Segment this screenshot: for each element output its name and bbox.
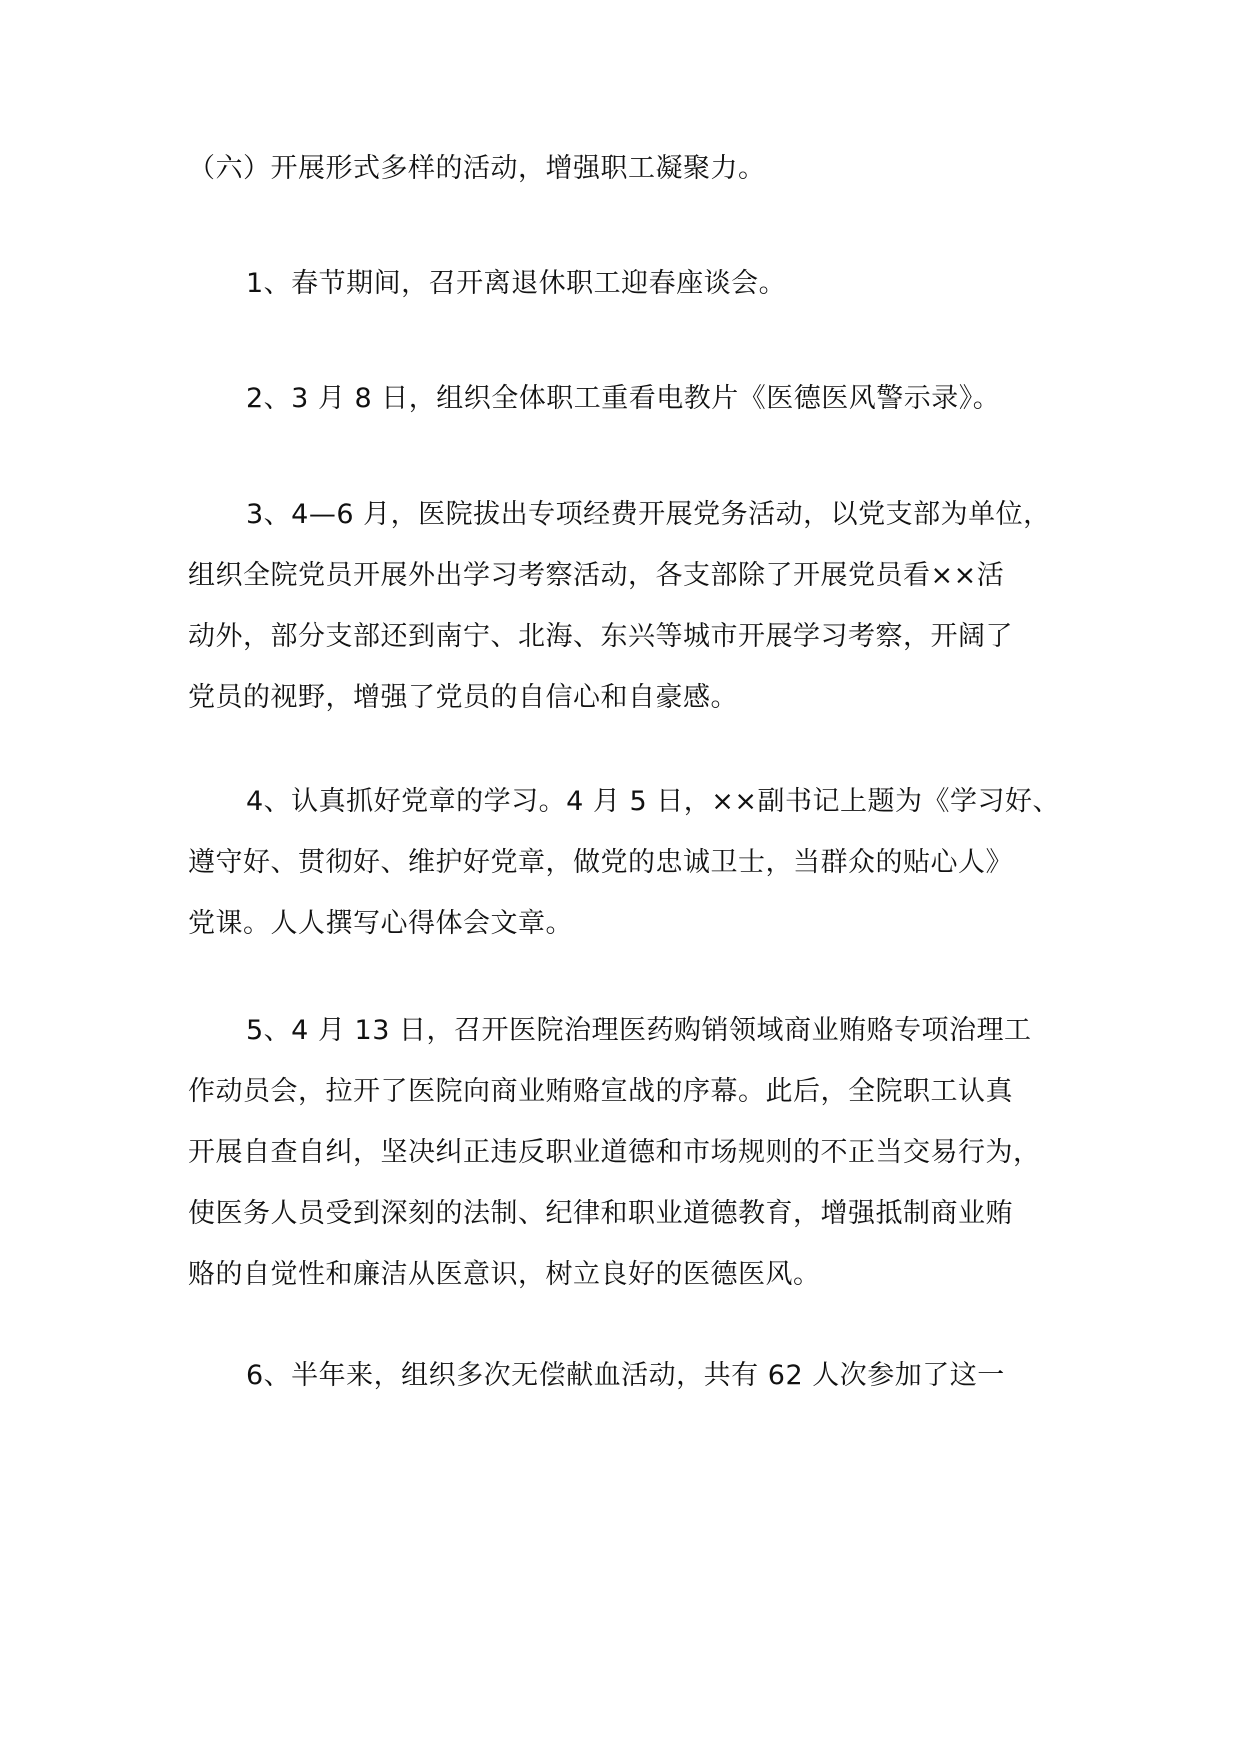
paragraph-line: 党课。人人撰写心得体会文章。 <box>188 908 573 939</box>
paragraph-line: 使医务人员受到深刻的法制、纪律和职业道德教育，增强抵制商业贿 <box>188 1198 1013 1229</box>
paragraph-line: 党员的视野，增强了党员的自信心和自豪感。 <box>188 682 738 713</box>
paragraph-line: 1、春节期间，召开离退休职工迎春座谈会。 <box>246 268 787 299</box>
paragraph-1 <box>188 253 1068 314</box>
paragraph-2 <box>188 368 1068 429</box>
paragraph-body <box>188 1000 1068 1305</box>
paragraph-body <box>188 771 1068 954</box>
paragraph-line: 6、半年来，组织多次无偿献血活动，共有 62 人次参加了这一 <box>246 1360 1005 1391</box>
paragraph-line: 5、4 月 13 日，召开医院治理医药购销领域商业贿赂专项治理工 <box>246 1015 1032 1046</box>
paragraph-line: 2、3 月 8 日，组织全体职工重看电教片《医德医风警示录》。 <box>246 383 1001 414</box>
paragraph-line: 3、4—6 月，医院拔出专项经费开展党务活动，以党支部为单位， <box>246 499 1051 530</box>
section-heading <box>188 138 1068 199</box>
paragraph-3 <box>188 484 1068 728</box>
paragraph-line: 遵守好、贯彻好、维护好党章，做党的忠诚卫士，当群众的贴心人》 <box>188 847 1013 878</box>
paragraph-line: 作动员会，拉开了医院向商业贿赂宣战的序幕。此后，全院职工认真 <box>188 1076 1013 1107</box>
paragraph-line: 赂的自觉性和廉洁从医意识，树立良好的医德医风。 <box>188 1259 821 1290</box>
paragraph-line: 4、认真抓好党章的学习。4 月 5 日，××副书记上题为《学习好、 <box>246 786 1061 817</box>
paragraph-line: 开展自查自纠，坚决纠正违反职业道德和市场规则的不正当交易行为， <box>188 1137 1041 1168</box>
paragraph-line: 组织全院党员开展外出学习考察活动，各支部除了开展党员看××活 <box>188 560 1005 591</box>
section-heading-text: （六）开展形式多样的活动，增强职工凝聚力。 <box>188 153 766 184</box>
paragraph-body <box>188 484 1068 728</box>
paragraph-6 <box>188 1345 1068 1406</box>
paragraph-5 <box>188 1000 1068 1305</box>
paragraph-4 <box>188 771 1068 954</box>
paragraph-line: 动外，部分支部还到南宁、北海、东兴等城市开展学习考察，开阔了 <box>188 621 1013 652</box>
